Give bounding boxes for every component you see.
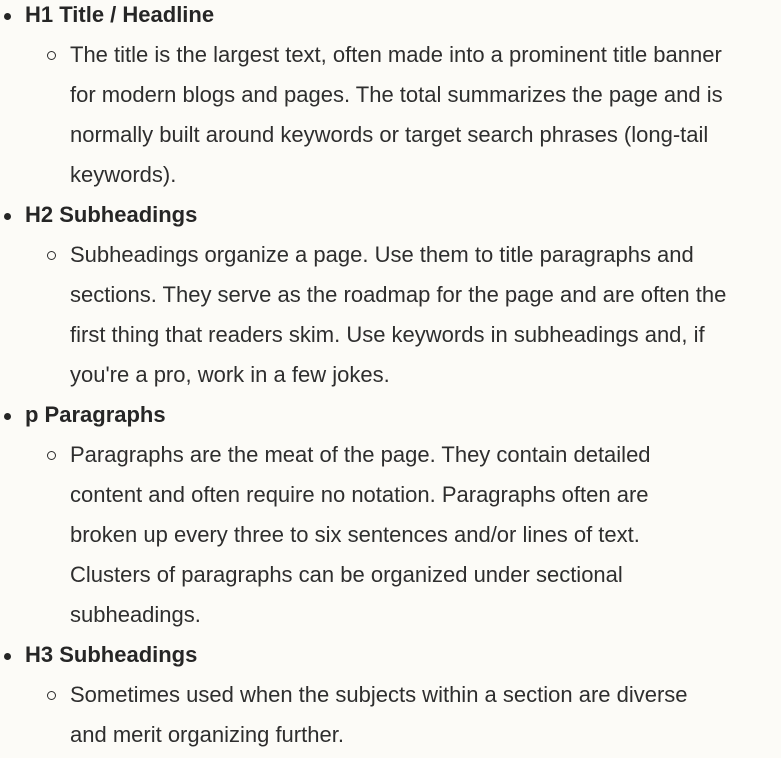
list-item-heading bbox=[0, 400, 781, 440]
description-text bbox=[70, 40, 775, 200]
sub-list-item bbox=[0, 40, 781, 200]
heading-label: H3 Subheadings bbox=[25, 642, 198, 667]
description-line: normally built around keywords or target search phrases (long-tail bbox=[70, 122, 709, 147]
list-item-p bbox=[0, 400, 781, 640]
description-line: first thing that readers skim. Use keywords in subheadings and, if bbox=[70, 322, 705, 347]
heading-label: H2 Subheadings bbox=[25, 202, 198, 227]
bullet-disc-icon bbox=[4, 413, 11, 420]
description-line: Clusters of paragraphs can be organized under sectional bbox=[70, 562, 623, 587]
list-item-heading bbox=[0, 0, 781, 40]
sub-list-item bbox=[0, 680, 781, 758]
description-line: Paragraphs are the meat of the page. They contain detailed bbox=[70, 442, 651, 467]
list-item-h2 bbox=[0, 200, 781, 400]
description-line: you're a pro, work in a few jokes. bbox=[70, 362, 390, 387]
bullet-disc-icon bbox=[4, 213, 11, 220]
description-line: for modern blogs and pages. The total summarizes the page and is bbox=[70, 82, 723, 107]
description-line: content and often require no notation. Paragraphs often are bbox=[70, 482, 649, 507]
bullet-disc-icon bbox=[4, 653, 11, 660]
bullet-disc-icon bbox=[4, 13, 11, 20]
description-line: The title is the largest text, often made into a prominent title banner bbox=[70, 42, 722, 67]
description-line: broken up every three to six sentences and/or lines of text. bbox=[70, 522, 640, 547]
sub-list-item bbox=[0, 440, 781, 640]
sub-list-item bbox=[0, 240, 781, 400]
heading-label: H1 Title / Headline bbox=[25, 2, 215, 27]
description-line: Subheadings organize a page. Use them to title paragraphs and bbox=[70, 242, 694, 267]
bullet-circle-icon bbox=[47, 251, 56, 260]
description-line: and merit organizing further. bbox=[70, 722, 344, 747]
description-text bbox=[70, 240, 775, 400]
description-text bbox=[70, 680, 775, 758]
list-item-h3 bbox=[0, 640, 781, 758]
description-line: Sometimes used when the subjects within a section are diverse bbox=[70, 682, 688, 707]
bullet-circle-icon bbox=[47, 691, 56, 700]
list-item-heading bbox=[0, 640, 781, 680]
list-item-h1 bbox=[0, 0, 781, 200]
bullet-circle-icon bbox=[47, 451, 56, 460]
bullet-circle-icon bbox=[47, 51, 56, 60]
description-line: keywords). bbox=[70, 162, 177, 187]
heading-label: p Paragraphs bbox=[25, 402, 166, 427]
list-item-heading bbox=[0, 200, 781, 240]
description-line: subheadings. bbox=[70, 602, 201, 627]
description-text bbox=[70, 440, 775, 640]
description-line: sections. They serve as the roadmap for the page and are often the bbox=[70, 282, 727, 307]
